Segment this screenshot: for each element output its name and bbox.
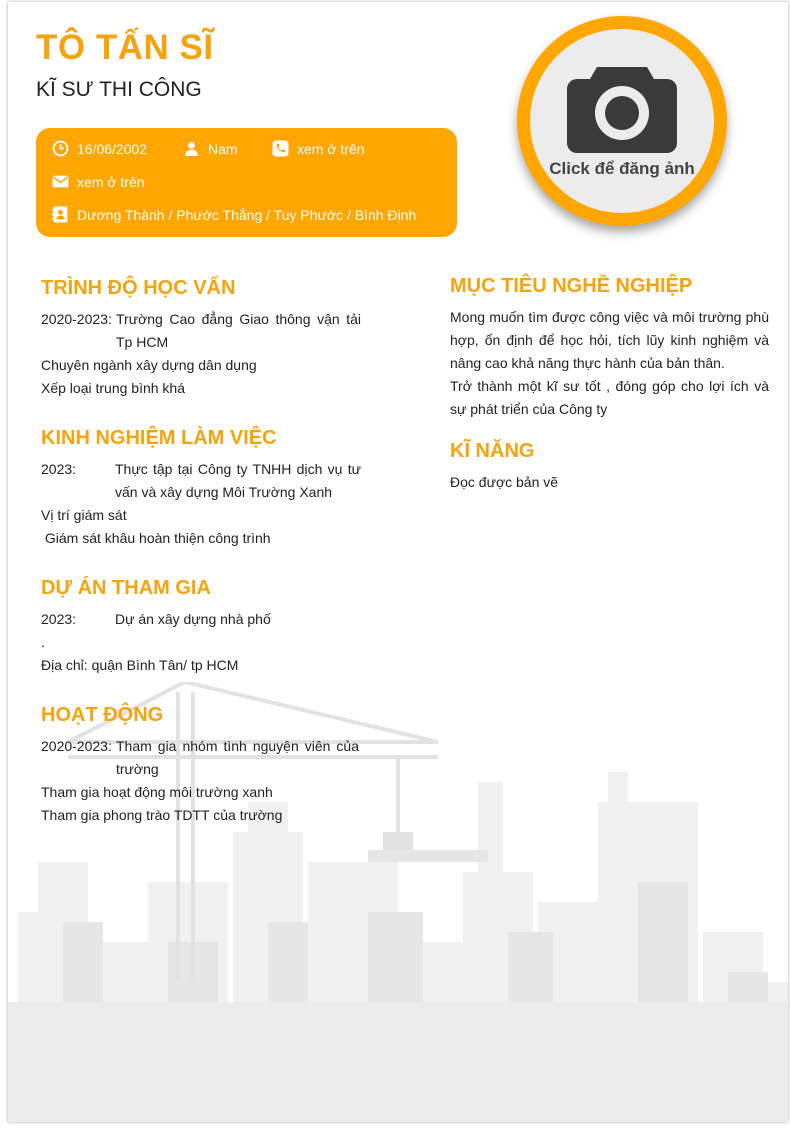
activities-text: Tham gia nhóm tình nguyện viên của trường <box>116 738 359 777</box>
education-entry <box>41 308 361 354</box>
objective-paragraph: Trở thành một kĩ sư tốt , đóng góp cho lợi ích và sự phát triển của Công ty <box>450 378 769 417</box>
birthday-value[interactable]: 16/06/2002 <box>77 140 148 157</box>
projects-line: Địa chỉ: quận Bình Tân/ tp HCM <box>41 657 239 673</box>
projects-year: 2023: <box>41 611 77 627</box>
skills-title: KĨ NĂNG <box>450 440 535 462</box>
projects-entry <box>41 608 361 631</box>
activities-line: Tham gia hoạt động môi trường xanh <box>41 784 273 800</box>
photo-placeholder[interactable] <box>530 29 714 213</box>
experience-text: Thực tập tại Công ty TNHH dịch vụ tư vấn và xây dựng Môi Trường Xanh <box>115 461 361 500</box>
birthday-item <box>52 140 147 157</box>
experience-title: KINH NGHIỆM LÀM VIỆC <box>41 427 277 449</box>
experience-line: Giám sát khâu hoàn thiện công trình <box>41 530 271 546</box>
job-title: KĨ SƯ THI CÔNG <box>36 78 202 101</box>
activities-year: 2020-2023: <box>41 738 112 754</box>
contact-box <box>36 128 457 237</box>
candidate-name: TÔ TẤN SĨ <box>36 28 214 67</box>
activities-line: Tham gia phong trào TDTT của trường <box>41 807 283 823</box>
camera-icon <box>567 59 677 155</box>
experience-entry <box>41 458 361 504</box>
projects-text: Dự án xây dựng nhà phố <box>115 611 271 627</box>
email-item <box>52 173 145 190</box>
user-icon <box>183 140 200 157</box>
address-item <box>52 206 416 223</box>
objective-title: MỤC TIÊU NGHỀ NGHIỆP <box>450 275 693 297</box>
photo-upload[interactable] <box>517 16 727 226</box>
projects-line: . <box>41 634 45 650</box>
gender-value[interactable]: Nam <box>208 140 238 157</box>
envelope-icon <box>52 173 69 190</box>
projects-title: DỰ ÁN THAM GIA <box>41 577 211 599</box>
education-line: Chuyên ngành xây dựng dân dụng <box>41 357 257 373</box>
objective-paragraph: Mong muốn tìm được công việc và môi trường phù hợp, ổn định để học hỏi, tích lũy kinh nghiệm và nâng cao khả năng thực hành của bản thân. <box>450 309 769 371</box>
education-title: TRÌNH ĐỘ HỌC VẤN <box>41 277 236 299</box>
clock-icon <box>52 140 69 157</box>
activities-title: HOẠT ĐỘNG <box>41 704 164 726</box>
contact-card-icon <box>52 206 69 223</box>
skills-line: Đọc được bản vẽ <box>450 474 559 490</box>
photo-caption: Click để đăng ảnh <box>549 159 695 178</box>
experience-year: 2023: <box>41 461 77 477</box>
experience-line: Vị trí giám sát <box>41 507 127 523</box>
gender-item <box>183 140 238 157</box>
email-value[interactable]: xem ở trên <box>77 173 145 190</box>
education-school: Trường Cao đẳng Giao thông vận tải Tp HCM <box>116 311 361 350</box>
phone-value[interactable]: xem ở trên <box>297 140 365 157</box>
education-year: 2020-2023: <box>41 311 112 327</box>
education-line: Xếp loại trung bình khá <box>41 380 185 396</box>
phone-item <box>272 140 365 157</box>
activities-entry <box>41 735 361 781</box>
phone-icon <box>272 140 289 157</box>
address-value[interactable]: Dương Thành / Phước Thắng / Tuy Phước / Bình Định <box>77 206 417 223</box>
cv-page <box>8 2 788 1122</box>
